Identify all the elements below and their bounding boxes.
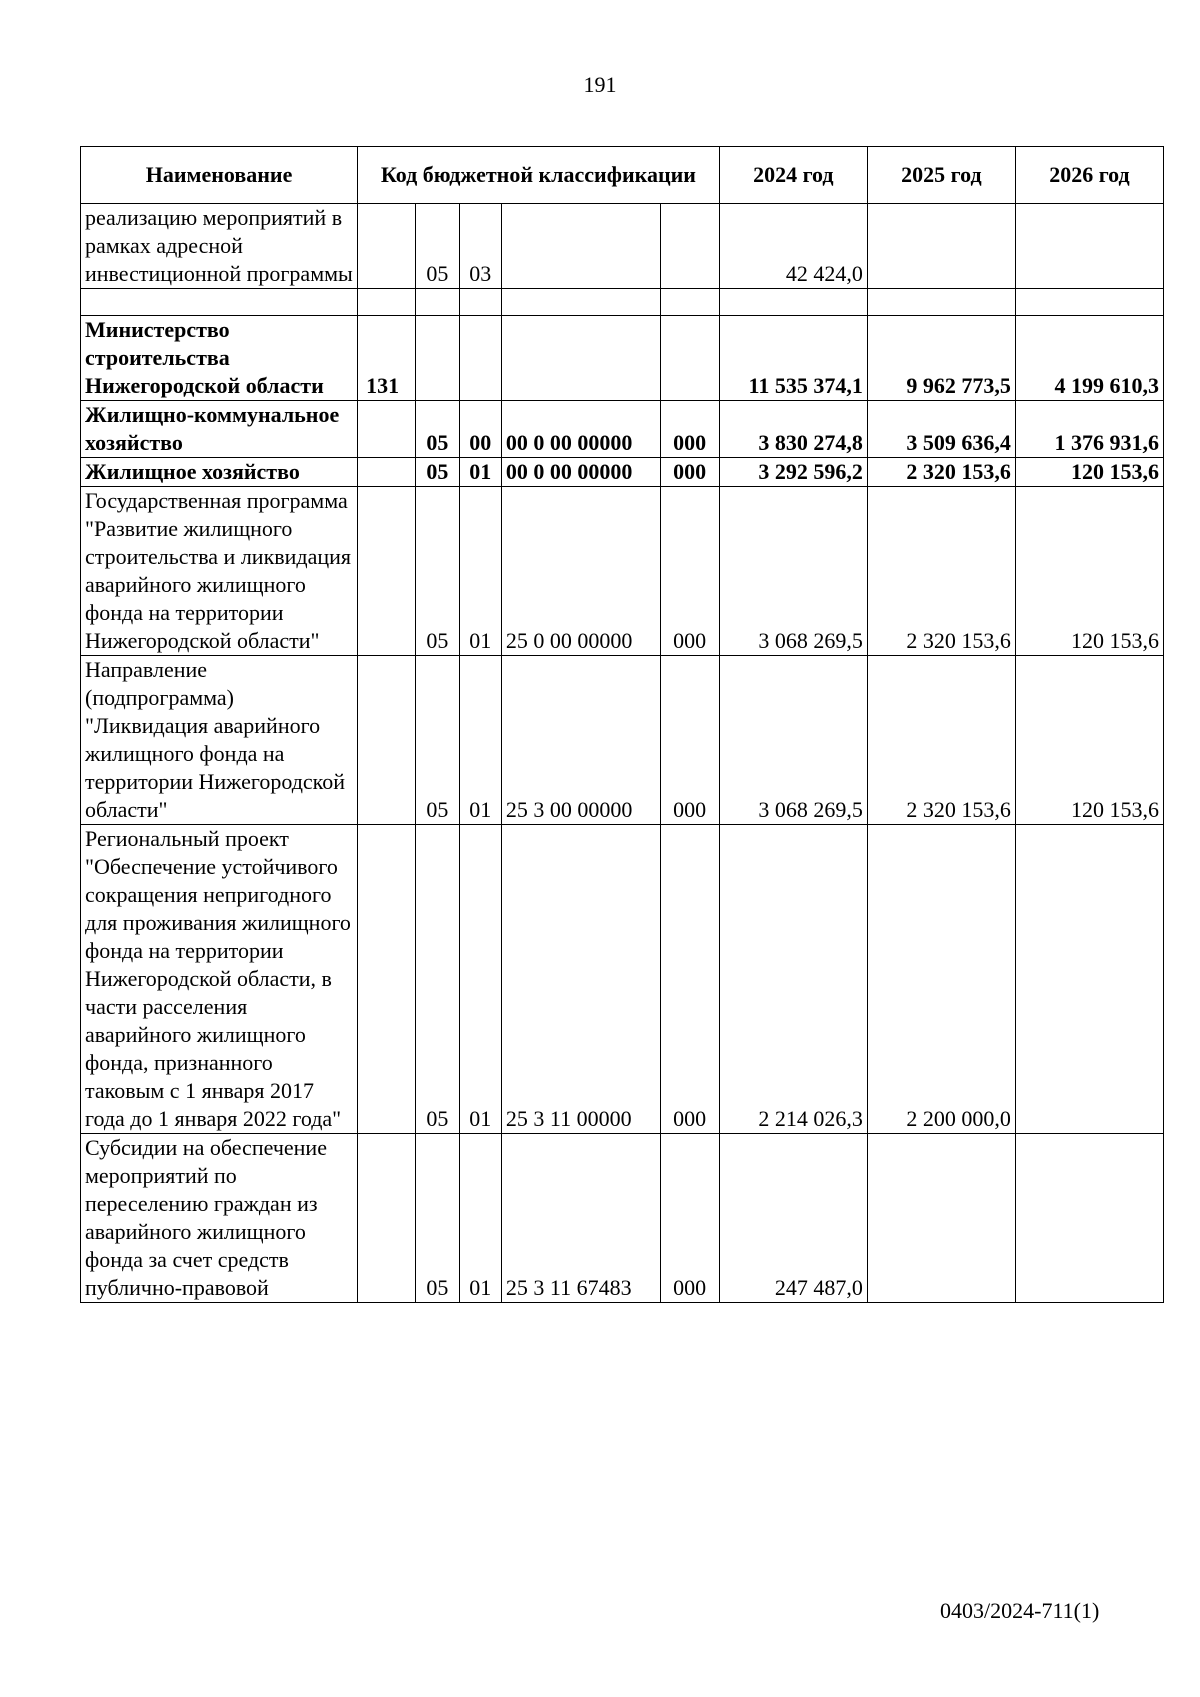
row-ved: [358, 401, 416, 458]
row-rz: 05: [416, 487, 459, 656]
row-ved: [358, 458, 416, 487]
row-2025: 2 320 153,6: [867, 458, 1015, 487]
row-csr: [501, 204, 660, 289]
row-pr: 01: [459, 458, 501, 487]
row-2025: [867, 1134, 1015, 1303]
row-name: Направление (подпрограмма) "Ликвидация аварийного жилищного фонда на территории Нижегородской области": [81, 656, 358, 825]
table-row: [81, 458, 1164, 487]
row-pr: 01: [459, 1134, 501, 1303]
row-pr: [459, 316, 501, 401]
row-2026: [1015, 1134, 1163, 1303]
row-2024: 42 424,0: [719, 204, 867, 289]
row-ved: 131: [358, 316, 416, 401]
row-2026: 120 153,6: [1015, 487, 1163, 656]
row-2025: 2 200 000,0: [867, 825, 1015, 1134]
row-vr: 000: [660, 656, 719, 825]
row-2024: 3 068 269,5: [719, 656, 867, 825]
row-vr: 000: [660, 487, 719, 656]
row-vr: [660, 316, 719, 401]
row-2024: 3 830 274,8: [719, 401, 867, 458]
row-name: Субсидии на обеспечение мероприятий по переселению граждан из аварийного жилищного фонда за счет средств публично-правовой: [81, 1134, 358, 1303]
row-2025: [867, 289, 1015, 316]
row-2025: 9 962 773,5: [867, 316, 1015, 401]
row-rz: 05: [416, 825, 459, 1134]
row-ved: [358, 487, 416, 656]
row-2026: [1015, 289, 1163, 316]
row-name: реализацию мероприятий в рамках адресной инвестиционной программы: [81, 204, 358, 289]
header-2026: 2026 год: [1015, 147, 1163, 204]
row-vr: [660, 204, 719, 289]
row-vr: 000: [660, 401, 719, 458]
table-row-spacer: [81, 289, 1164, 316]
row-rz: 05: [416, 401, 459, 458]
header-2025: 2025 год: [867, 147, 1015, 204]
row-2024: 2 214 026,3: [719, 825, 867, 1134]
row-rz: 05: [416, 204, 459, 289]
row-ved: [358, 825, 416, 1134]
row-ved: [358, 656, 416, 825]
row-rz: 05: [416, 656, 459, 825]
row-2026: 120 153,6: [1015, 458, 1163, 487]
row-rz: [416, 316, 459, 401]
row-csr: 25 3 11 00000: [501, 825, 660, 1134]
row-2024: 11 535 374,1: [719, 316, 867, 401]
header-name: Наименование: [81, 147, 358, 204]
row-ved: [358, 289, 416, 316]
row-vr: [660, 289, 719, 316]
row-csr: 00 0 00 00000: [501, 458, 660, 487]
row-pr: [459, 289, 501, 316]
row-vr: 000: [660, 825, 719, 1134]
row-name: Министерство строительства Нижегородской области: [81, 316, 358, 401]
row-2024: [719, 289, 867, 316]
row-2024: 3 068 269,5: [719, 487, 867, 656]
row-csr: 00 0 00 00000: [501, 401, 660, 458]
row-pr: 01: [459, 656, 501, 825]
table-row: [81, 316, 1164, 401]
row-name: Государственная программа "Развитие жилищного строительства и ликвидация аварийного жилищного фонда на территории Нижегородской области": [81, 487, 358, 656]
row-pr: 01: [459, 825, 501, 1134]
budget-table: [80, 146, 1164, 1303]
table-row: [81, 656, 1164, 825]
row-rz: 05: [416, 458, 459, 487]
row-2024: 3 292 596,2: [719, 458, 867, 487]
header-code: Код бюджетной классификации: [358, 147, 720, 204]
row-2025: 2 320 153,6: [867, 656, 1015, 825]
page-number: 191: [583, 72, 617, 97]
row-2026: [1015, 204, 1163, 289]
table-row: [81, 825, 1164, 1134]
row-rz: [416, 289, 459, 316]
row-2025: 3 509 636,4: [867, 401, 1015, 458]
row-pr: 01: [459, 487, 501, 656]
table-row: [81, 487, 1164, 656]
row-ved: [358, 204, 416, 289]
table-row: [81, 1134, 1164, 1303]
row-name: [81, 289, 358, 316]
table-row: [81, 204, 1164, 289]
table-row: [81, 401, 1164, 458]
row-name: Жилищно-коммунальное хозяйство: [81, 401, 358, 458]
row-2026: 1 376 931,6: [1015, 401, 1163, 458]
row-csr: 25 3 00 00000: [501, 656, 660, 825]
row-2025: [867, 204, 1015, 289]
row-pr: 00: [459, 401, 501, 458]
header-2024: 2024 год: [719, 147, 867, 204]
row-csr: [501, 289, 660, 316]
row-name: Региональный проект "Обеспечение устойчивого сокращения непригодного для проживания жилищного фонда на территории Нижегородской области, в части расселения аварийного жилищного фонда, признанного таковым с 1 января 2017 года до 1 января 2022 года": [81, 825, 358, 1134]
row-ved: [358, 1134, 416, 1303]
row-2026: 4 199 610,3: [1015, 316, 1163, 401]
row-name: Жилищное хозяйство: [81, 458, 358, 487]
row-2025: 2 320 153,6: [867, 487, 1015, 656]
row-2026: 120 153,6: [1015, 656, 1163, 825]
row-2024: 247 487,0: [719, 1134, 867, 1303]
row-2026: [1015, 825, 1163, 1134]
row-csr: [501, 316, 660, 401]
table-header-row: [81, 147, 1164, 204]
row-vr: 000: [660, 1134, 719, 1303]
row-pr: 03: [459, 204, 501, 289]
row-csr: 25 3 11 67483: [501, 1134, 660, 1303]
row-csr: 25 0 00 00000: [501, 487, 660, 656]
document-code: 0403/2024-711(1): [940, 1598, 1100, 1623]
row-vr: 000: [660, 458, 719, 487]
row-rz: 05: [416, 1134, 459, 1303]
